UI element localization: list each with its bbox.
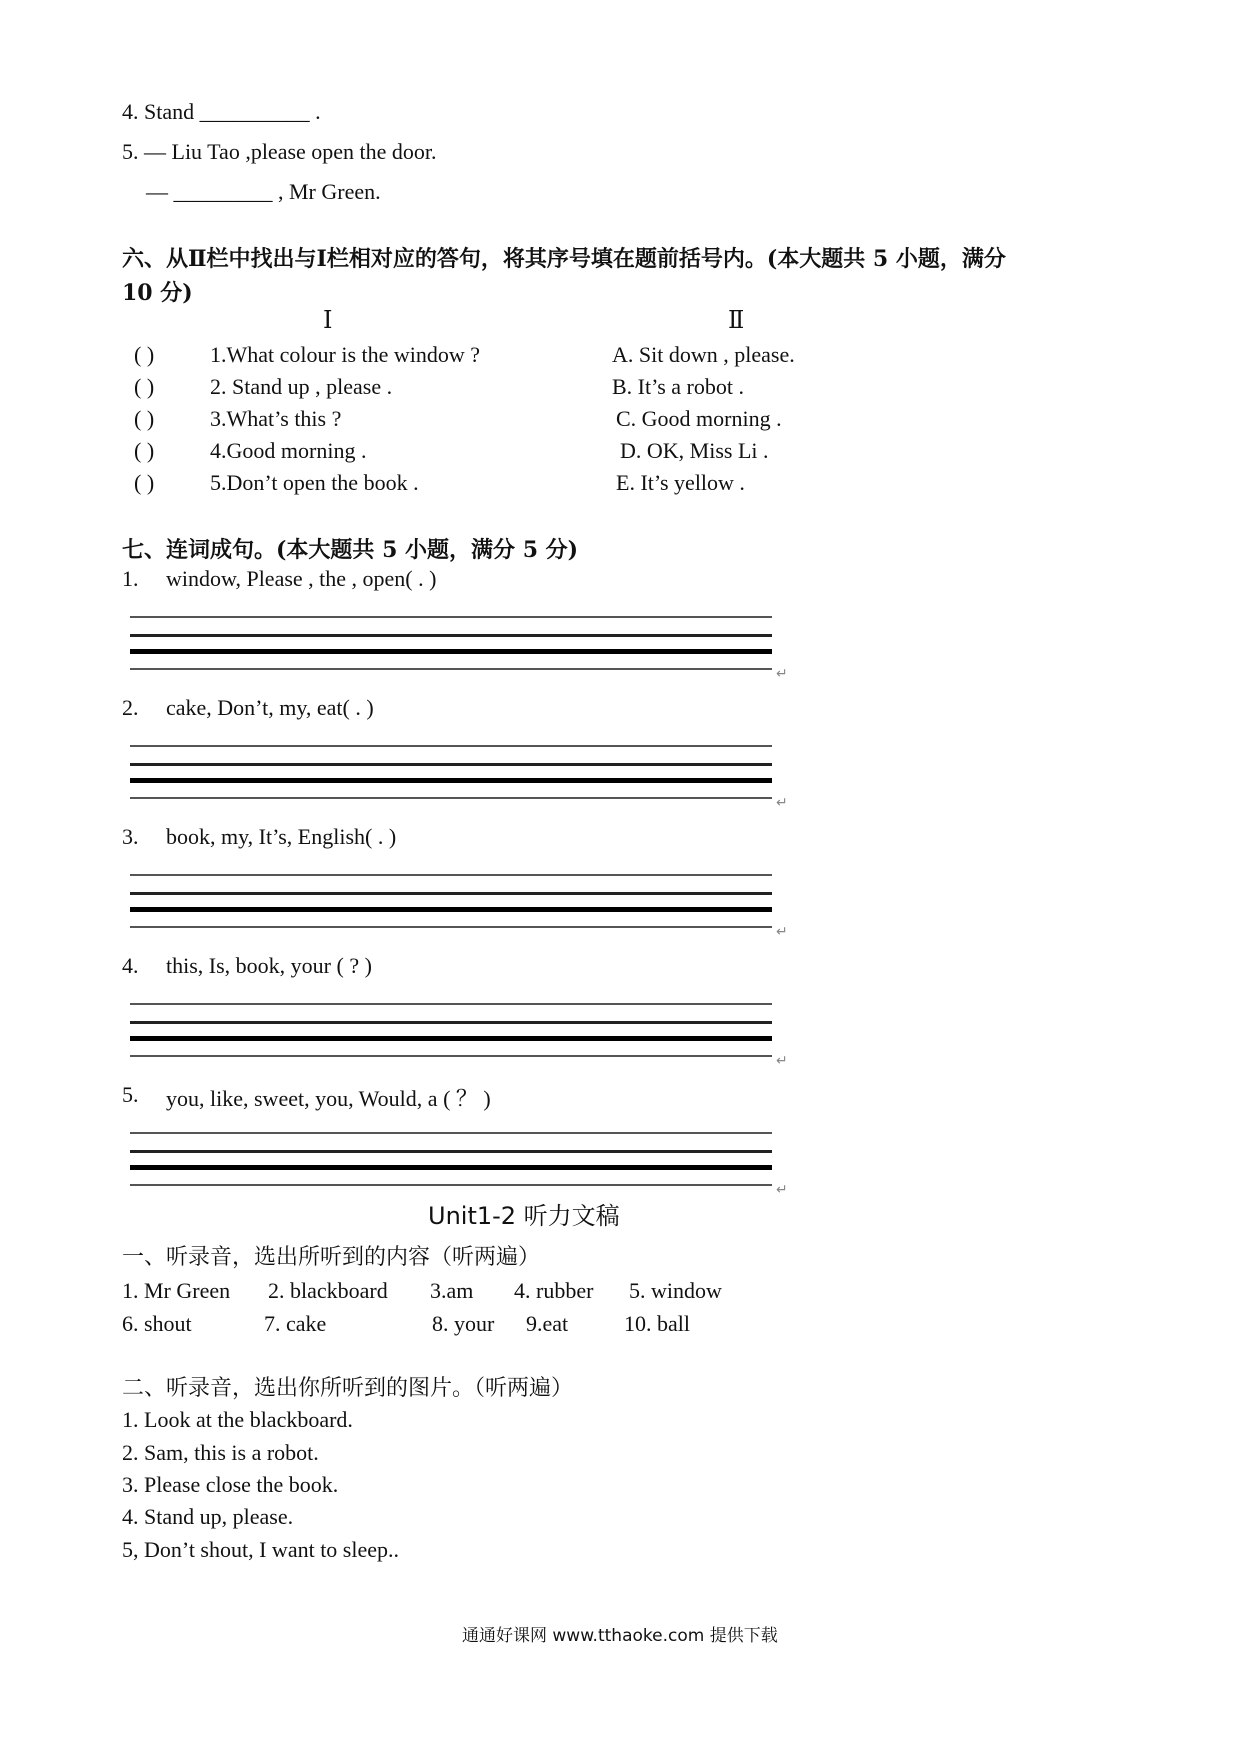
answer-bracket[interactable]: ( ) [134, 438, 155, 463]
answer-bracket[interactable]: ( ) [134, 374, 155, 399]
return-mark: ↵ [776, 666, 788, 682]
listening-part-2-title: 二、听录音，选出你所听到的图片。（听两遍） [122, 1376, 574, 1401]
section-6-title: 六、从Ⅱ栏中找出与Ⅰ栏相对应的答句，将其序号填在题前括号内。(本大题共 5 小题，满分 [122, 246, 1006, 272]
matching-question-5: 5.Don’t open the book . [210, 470, 419, 495]
matching-answer-c: C. Good morning . [616, 406, 782, 431]
section-6-title-cont: 10 分) [122, 280, 193, 306]
sentence-2-number: 2. [122, 695, 139, 720]
sentence-4-number: 4. [122, 953, 139, 978]
word-5: 5. window [629, 1278, 722, 1303]
word-8: 8. your [432, 1311, 495, 1336]
sentence-2-words: cake, Don’t, my, eat( . ) [166, 695, 374, 720]
column-2-heading: Ⅱ [728, 308, 745, 334]
matching-answer-b: B. It’s a robot . [612, 374, 744, 399]
question-5-prompt: 5. — Liu Tao ,please open the door. [122, 139, 437, 164]
return-mark: ↵ [776, 1053, 788, 1069]
word-3: 3.am [430, 1278, 474, 1303]
sentence-3-number: 3. [122, 824, 139, 849]
word-7: 7. cake [264, 1311, 327, 1336]
matching-answer-e: E. It’s yellow . [616, 470, 745, 495]
return-mark: ↵ [776, 1182, 788, 1198]
transcript-line-2: 2. Sam, this is a robot. [122, 1440, 319, 1465]
matching-question-3: 3.What’s this ? [210, 406, 342, 431]
matching-answer-a: A. Sit down , please. [612, 342, 795, 367]
transcript-line-5: 5, Don’t shout, I want to sleep.. [122, 1537, 400, 1562]
listening-heading: Unit1-2 听力文稿 [428, 1202, 620, 1230]
sentence-5-words: you, like, sweet, you, Would, a ( ？ ) [166, 1086, 491, 1111]
transcript-line-1: 1. Look at the blackboard. [122, 1407, 353, 1432]
column-1-heading: Ⅰ [323, 308, 333, 334]
word-2: 2. blackboard [268, 1278, 388, 1303]
transcript-line-3: 3. Please close the book. [122, 1472, 339, 1497]
matching-question-4: 4.Good morning . [210, 438, 367, 463]
sentence-3-words: book, my, It’s, English( . ) [166, 824, 397, 849]
word-9: 9.eat [526, 1311, 569, 1336]
matching-answer-d: D. OK, Miss Li . [620, 438, 769, 463]
answer-bracket[interactable]: ( ) [134, 470, 155, 495]
transcript-line-4: 4. Stand up, please. [122, 1504, 294, 1529]
word-6: 6. shout [122, 1311, 192, 1336]
return-mark: ↵ [776, 924, 788, 940]
matching-question-2: 2. Stand up , please . [210, 374, 393, 399]
sentence-5-number: 5. [122, 1082, 139, 1107]
answer-bracket[interactable]: ( ) [134, 342, 155, 367]
section-7-title: 七、连词成句。(本大题共 5 小题，满分 5 分) [122, 537, 579, 563]
matching-question-1: 1.What colour is the window ? [210, 342, 481, 367]
sentence-1-number: 1. [122, 566, 139, 591]
answer-bracket[interactable]: ( ) [134, 406, 155, 431]
question-4: 4. Stand __________ . [122, 99, 321, 124]
word-4: 4. rubber [514, 1278, 594, 1303]
sentence-4-words: this, Is, book, your ( ? ) [166, 953, 372, 978]
return-mark: ↵ [776, 795, 788, 811]
footer-credit: 通通好课网 www.tthaoke.com 提供下载 [462, 1626, 778, 1646]
word-10: 10. ball [624, 1311, 690, 1336]
listening-part-1-title: 一、听录音，选出所听到的内容（听两遍） [122, 1245, 541, 1270]
question-5-answer: — _________ , Mr Green. [146, 179, 381, 204]
word-1: 1. Mr Green [122, 1278, 231, 1303]
sentence-1-words: window, Please , the , open( . ) [166, 566, 437, 591]
